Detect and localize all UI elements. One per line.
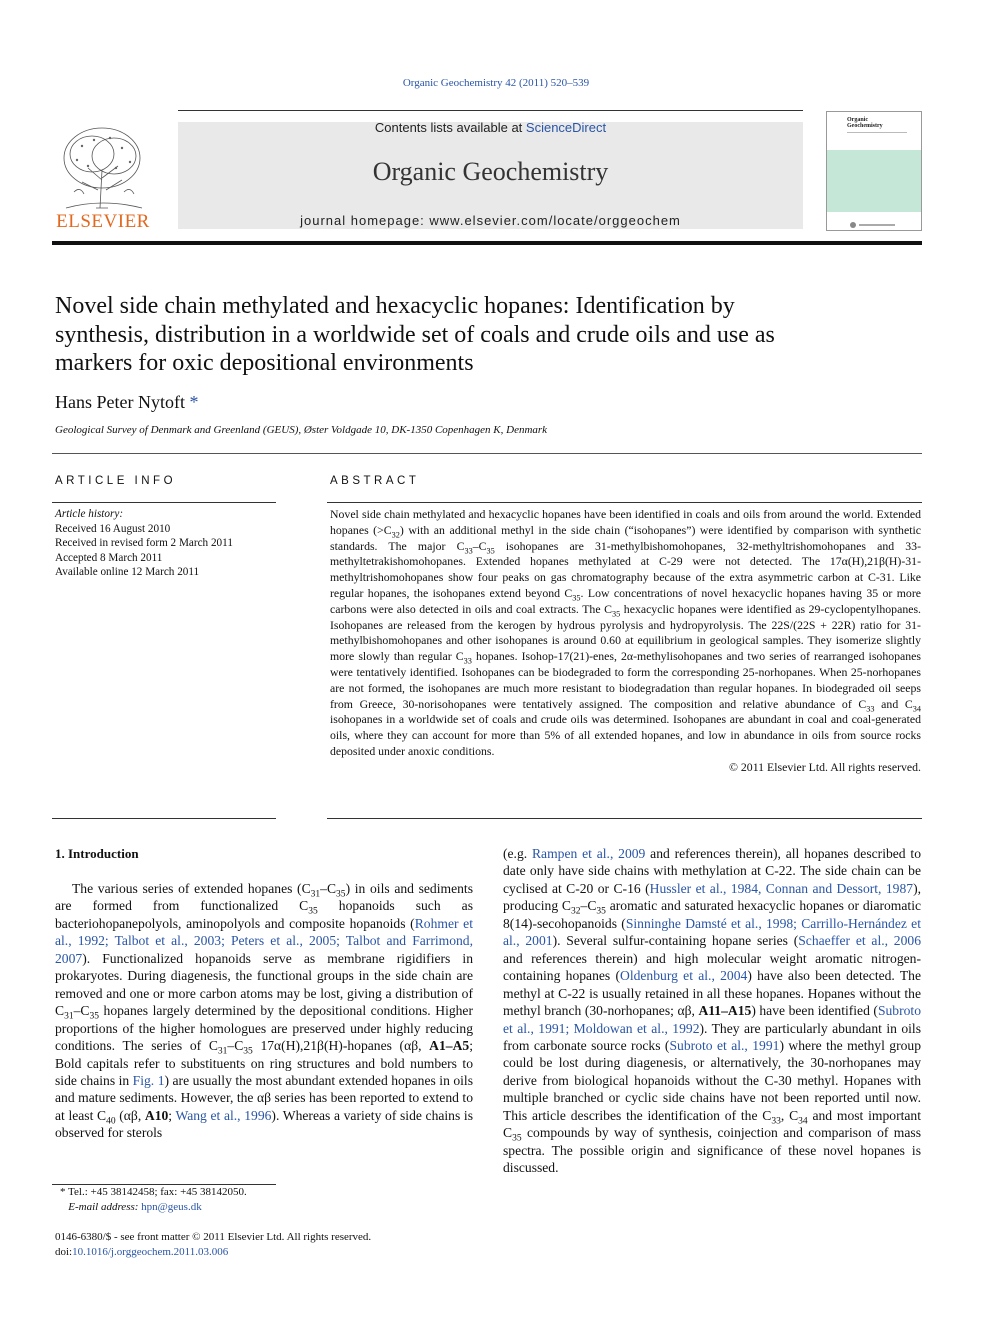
intro-paragraph-1-cont: (e.g. Rampen et al., 2009 and references therein), all hopanes described to date only have side chains with methylation at C-22. The side chain can be cyclised at C-20 or C-16 (Hussler et al., 1984, Connan and Dessort, 1987), producing $C_{32}-C_{35}$ aromatic and saturated hexacyclic hopanes or diaromatic 8(14)-secohopanoids (Sinninghe Damsté et al., 1998; Carrillo-Hernández et al., 2001). Several sulfur-containing hopane series (Schaeffer et al., 2006 and references therein) and high molecular weight aromatic nitrogen-containing hopanes (Oldenburg et al., 2004) have also been detected. The methyl at C-22 is usually retained in all these hopanes. Hopanes without the methyl branch (30-norhopanes; αβ, A11–A15) have been identified (Subroto et al., 1991; Moldowan et al., 1992). They are particularly abundant in oils from carbonate source rocks (Subroto et al., 1991) where the methyl group could be lost during diagenesis, or alternatively, the 30-norhopanes may derive from biological hopanoids without the C-30 methyl. Hopanes with multiple branched or cyclic side chains have not been reported until now. This article describes the identification of the $C_{33}$, $C_{34}$ and most important $C_{35}$ compounds by way of synthesis, coinjection and comparison of mass spectra. The possible origin and significance of these novel hopanes is discussed.: [503, 846, 922, 1176]
header-rule: [178, 110, 803, 111]
author-footnote: [60, 1185, 247, 1215]
article-history: [55, 507, 233, 580]
ref-schaeffer-2006[interactable]: Schaeffer et al., 2006: [798, 933, 921, 949]
cover-title: [847, 117, 883, 129]
journal-citation[interactable]: Organic Geochemistry 42 (2011) 520–539: [402, 77, 590, 89]
article-info-bottom-rule: [52, 818, 276, 819]
cover-publisher-mark: [849, 216, 899, 224]
journal-cover-thumbnail[interactable]: [826, 111, 922, 231]
footnote-email-line: [60, 1200, 247, 1215]
ref-subroto-1991b[interactable]: Subroto et al., 1991: [669, 1037, 780, 1053]
intro-paragraph-1: The various series of extended hopanes $(C_{31}-C_{35})$ in oils and sediments are formed from functionalized $C_{35}$ hopanoids such as bacteriohopanepolyols, aminopolyols and composite hopanoids (Rohmer et al., 1992; Talbot et al., 2003; Peters et al., 2005; Talbot and Farrimond, 2007). Functionalized hopanoids serve as membrane rigidifiers in prokaryotes. During diagenesis, the functional groups in the side chain are removed and one or more carbon atoms may be lost, giving a distribution of $C_{31}-C_{35}$ hopanes largely determined by the depositional conditions. Higher proportions of the higher homologues are preserved under highly reducing conditions. The series of $C_{31}-C_{35}$ 17α(H),21β(H)-hopanes (αβ, A1–A5; Bold capitals refer to substituents on ring structures and bold numbers to side chains in Fig. 1) are usually the most abundant extended hopanes in oils and mature sediments. However, the αβ series has been reported to extend to at least $C_{40}$ (αβ, A10; Wang et al., 1996). Whereas a variety of side chains is observed for sterols: [55, 881, 473, 1141]
contents-prefix: Contents lists available at: [374, 120, 526, 135]
history-online: Available online 12 March 2011: [55, 566, 200, 578]
affiliation-rule: [52, 453, 922, 454]
footnote-tel: * Tel.: +45 38142458; fax: +45 38142050.: [60, 1186, 247, 1198]
abstract-copyright: © 2011 Elsevier Ltd. All rights reserved.: [729, 759, 921, 774]
header-thick-rule: [52, 241, 922, 245]
cover-text-lines: [847, 132, 907, 133]
abstract-bottom-rule: [327, 818, 922, 819]
footnote-email-label: E-mail address:: [68, 1201, 139, 1213]
section-heading-introduction: 1. Introduction: [55, 846, 139, 861]
ref-subroto-1991[interactable]: Subroto et al., 1991; Moldowan et al., 1992: [503, 1003, 922, 1036]
ref-rampen-2009[interactable]: Rampen et al., 2009: [531, 846, 646, 861]
cover-logo-icon: [849, 221, 899, 229]
issn-block: [55, 1230, 371, 1259]
body-column-left: [55, 880, 473, 1142]
article-title: Novel side chain methylated and hexacyclic hopanes: Identification by synthesis, distribution in a worldwide set of coals and crude oils and use as markers for oxic depositional environments: [55, 293, 775, 376]
footnote-email-link[interactable]: hpn@geus.dk: [141, 1201, 202, 1213]
sciencedirect-link[interactable]: ScienceDirect: [525, 120, 607, 135]
doi-prefix: doi:: [55, 1245, 73, 1258]
ref-hussler-1984[interactable]: Hussler et al., 1984, Connan and Dessort, 1987: [649, 880, 914, 896]
affiliation: Geological Survey of Denmark and Greenland (GEUS), Øster Voldgade 10, DK-1350 Copenhagen K, Denmark: [55, 424, 548, 436]
body-column-right: [503, 845, 921, 1177]
elsevier-wordmark: ELSEVIER: [56, 211, 150, 232]
author-name: Hans Peter Nytoft: [55, 392, 185, 412]
doi-line: [55, 1245, 371, 1260]
journal-homepage[interactable]: journal homepage: www.elsevier.com/locate/orggeochem: [300, 213, 681, 228]
ref-fig-1[interactable]: Fig. 1: [132, 1072, 165, 1088]
abstract-text: Novel side chain methylated and hexacyclic hopanes have been identified in coals and oils from around the world. Extended hopanes $(>C_{32})$ with an additional methyl in the side chain (“isohopanes”) were identified by comparison with synthetic standards. The major $C_{33}-C_{35}$ isohopanes are 31-methylbishomohopanes, 32-methyltrishomohopanes and 33-methyltetrakishomohopanes. Extended hopanes methylated at C-29 were not detected. The 17α(H),21β(H)-31-methyltrishomohopanes show four peaks on gas chromatography because of the extra asymmetric carbon at C-31. Like regular hopanes, the isohopanes extend beyond $C_{35}$. Low concentrations of novel hexacyclic hopanes having 35 or more carbons were also detected in oils and coal extracts. The $C_{35}$ hexacyclic hopanes were identified as 29-cyclopentylhopanes. Isohopanes are released from the kerogen by hydrous pyrolysis and hydropyrolysis. The 22S/(22S + 22R) ratio for 31-methylbishomohopanes and other isohopanes is around 0.60 at equilibrium in geological samples. They isomerize slightly more slowly than regular $C_{33}$ hopanes. Isohop-17(21)-enes, 2α-methylisohopanes and two series of rearranged isohopanes were tentatively identified. Isohopanes can be biodegraded to form the corresponding 25-norhopanes. When 25-norhopanes are not formed, the isohopanes are much more resistant to biodegradation than regular hopanes. In biodegraded oil seeps from Greece, 30-norisohopanes were tentatively assigned. The composition and relative abundance of $C_{33}$ and $C_{34}$ isohopanes in a worldwide set of coals and crude oils was determined. Isohopanes are abundant in coal and coal-generated oils, where they can account for more than 5% of all extended hopanes, and low in abundance in oils from source rocks deposited under anoxic conditions. © 2011 Elsevier Ltd. All rights reserved.: [330, 507, 921, 774]
history-received: Received 16 August 2010: [55, 522, 171, 535]
cover-color-band: [827, 150, 921, 212]
ref-sinninghe-1998[interactable]: Sinninghe Damsté et al., 1998; Carrillo-Hernández et al., 2001: [503, 915, 921, 949]
cover-title-line-2: Geochemistry: [847, 123, 883, 129]
history-accepted: Accepted 8 March 2011: [55, 551, 163, 564]
author-footnote-mark[interactable]: *: [189, 392, 199, 412]
ref-oldenburg-2004[interactable]: Oldenburg et al., 2004: [620, 968, 748, 984]
author-line: [55, 392, 198, 413]
journal-title: Organic Geochemistry: [372, 157, 609, 186]
history-revised: Received in revised form 2 March 2011: [55, 537, 233, 549]
cover-header: [827, 112, 921, 150]
article-info-heading: ARTICLE INFO: [55, 475, 177, 487]
article-info-rule: [52, 502, 276, 503]
ref-rohmer-1992[interactable]: Rohmer et al., 1992; Talbot et al., 2003; Peters et al., 2005; Talbot and Farrimond, 2007: [55, 915, 473, 966]
cover-title-line-1: Organic: [847, 117, 868, 123]
abstract-rule: [327, 502, 922, 503]
ref-wang-1996[interactable]: Wang et al., 1996: [175, 1107, 272, 1123]
doi-link[interactable]: 10.1016/j.orggeochem.2011.03.006: [72, 1245, 229, 1258]
issn-line: 0146-6380/$ - see front matter © 2011 Elsevier Ltd. All rights reserved.: [55, 1231, 372, 1243]
abstract-heading: ABSTRACT: [330, 475, 420, 487]
contents-line: [178, 120, 803, 135]
history-label: Article history:: [55, 508, 124, 520]
